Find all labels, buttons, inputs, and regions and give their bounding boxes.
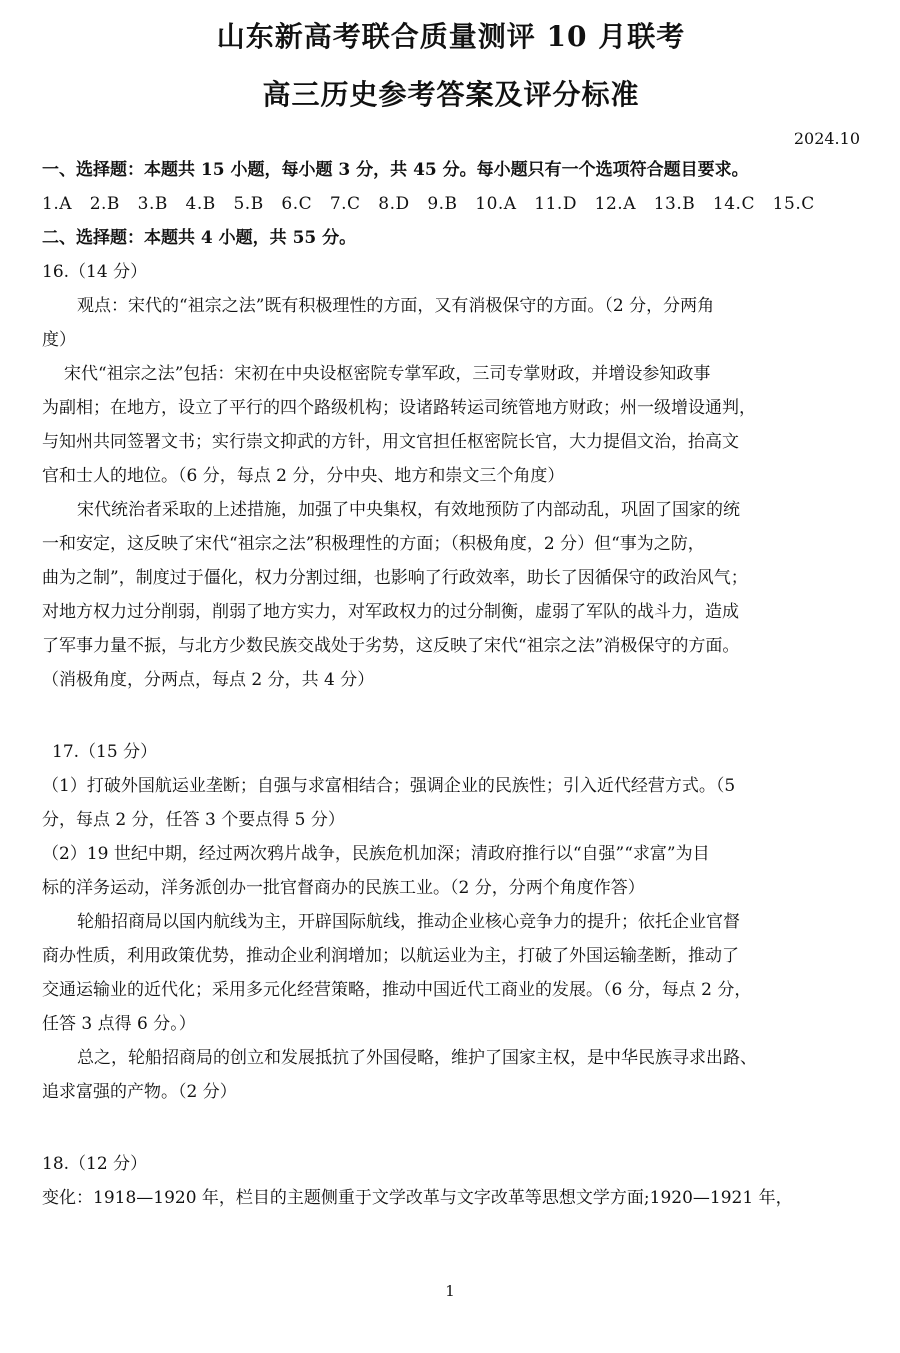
q17-line: 商办性质，利用政策优势，推动企业利润增加；以航运业为主，打破了外国运输垄断，推动了	[42, 946, 739, 967]
q16-line: 观点：宋代的“祖宗之法”既有积极理性的方面，又有消极保守的方面。（2 分，分两角	[77, 296, 715, 317]
q16-line: 了军事力量不振，与北方少数民族交战处于劣势，这反映了宋代“祖宗之法”消极保守的方面。	[42, 636, 740, 657]
q17-line: 任答 3 点得 6 分。）	[42, 1014, 196, 1035]
q16-number: 16.（14 分）	[42, 262, 148, 283]
q17-line: 追求富强的产物。（2 分）	[42, 1082, 237, 1103]
document-date: 2024.10	[793, 129, 860, 149]
q16-line: 度）	[42, 330, 76, 351]
q17-line: 分，每点 2 分，任答 3 个要点得 5 分）	[42, 810, 345, 831]
q16-line: 宋代统治者采取的上述措施，加强了中央集权，有效地预防了内部动乱，巩固了国家的统	[77, 500, 740, 521]
q17-line: 总之，轮船招商局的创立和发展抵抗了外国侵略，维护了国家主权，是中华民族寻求出路、	[77, 1048, 757, 1069]
page-number: 1	[445, 1282, 455, 1300]
spacer	[42, 697, 860, 735]
q17-line: 交通运输业的近代化；采用多元化经营策略，推动中国近代工商业的发展。（6 分，每点 2 分，	[42, 980, 752, 1001]
q17-line: 标的洋务运动，洋务派创办一批官督商办的民族工业。（2 分，分两个角度作答）	[42, 878, 645, 899]
q17-line: （1）打破外国航运业垄断；自强与求富相结合；强调企业的民族性；引入近代经营方式。（5	[42, 776, 736, 797]
q18-number: 18.（12 分）	[42, 1154, 148, 1175]
q18-line: 变化：1918—1920 年，栏目的主题侧重于文学改革与文字改革等思想文学方面;1920—1921 年，	[42, 1188, 793, 1209]
section2-heading: 二、选择题：本题共 4 小题，共 55 分。	[42, 228, 357, 249]
section1-heading: 一、选择题：本题共 15 小题，每小题 3 分，共 45 分。每小题只有一个选项符合题目要求。	[42, 160, 749, 181]
q17-number: 17.（15 分）	[52, 742, 158, 763]
q16-line: 曲为之制”，制度过于僵化，权力分割过细，也影响了行政效率，助长了因循保守的政治风气；	[42, 568, 748, 589]
choice-answers: 1.A 2.B 3.B 4.B 5.B 6.C 7.C 8.D 9.B 10.A 11.D 12.A 13.B 14.C 15.C	[42, 194, 815, 215]
spacer	[42, 1109, 860, 1147]
document-subtitle: 高三历史参考答案及评分标准	[262, 77, 640, 111]
q16-line: （消极角度，分两点，每点 2 分，共 4 分）	[42, 670, 375, 691]
q17-line: 轮船招商局以国内航线为主，开辟国际航线，推动企业核心竞争力的提升；依托企业官督	[77, 912, 740, 933]
q16-line: 一和安定，这反映了宋代“祖宗之法”积极理性的方面；（积极角度，2 分）但“事为之防，	[42, 534, 705, 555]
q16-line: 与知州共同签署文书；实行崇文抑武的方针，用文官担任枢密院长官，大力提倡文治，抬高文	[42, 432, 739, 453]
q16-line: 宋代“祖宗之法”包括：宋初在中央设枢密院专掌军政，三司专掌财政，并增设参知政事	[64, 364, 711, 385]
q16-line: 官和士人的地位。（6 分，每点 2 分，分中央、地方和崇文三个角度）	[42, 466, 565, 487]
q16-line: 为副相；在地方，设立了平行的四个路级机构；设诸路转运司统管地方财政；州一级增设通判，	[42, 398, 756, 419]
document-title: 山东新高考联合质量测评 10 月联考	[216, 20, 686, 53]
q17-line: （2）19 世纪中期，经过两次鸦片战争，民族危机加深；清政府推行以“自强”“求富”为目	[42, 844, 710, 865]
q16-line: 对地方权力过分削弱，削弱了地方实力，对军政权力的过分制衡，虚弱了军队的战斗力，造成	[42, 602, 739, 623]
